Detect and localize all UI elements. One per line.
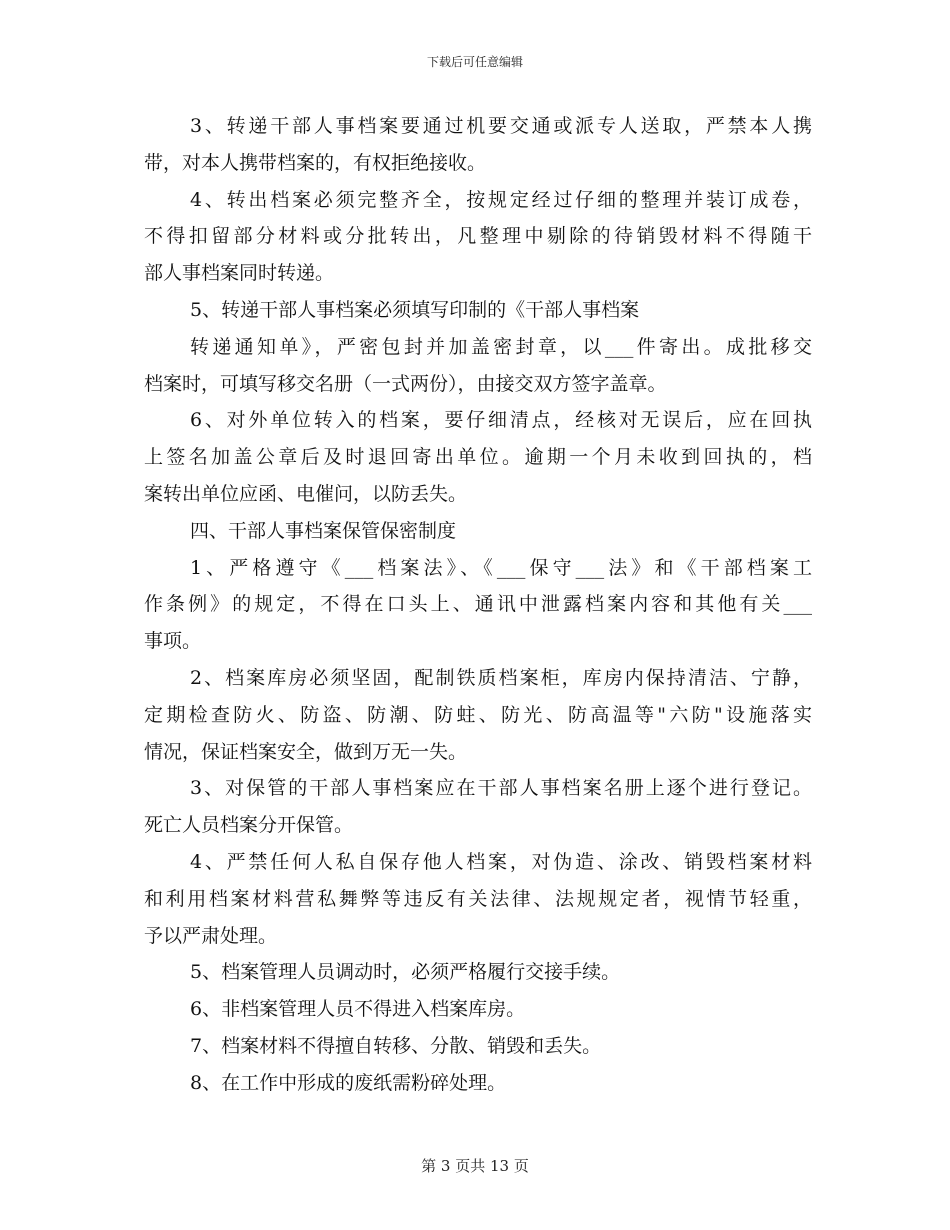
text-line: 4、严禁任何人私自保存他人档案，对伪造、涂改、销毁档案材料 — [190, 850, 812, 873]
text-line: 3、转递干部人事档案要通过机要交通或派专人送取，严禁本人携 — [190, 115, 812, 137]
text-line: 转递通知单》，严密包封并加盖密封章，以___件寄出。成批移交 — [190, 335, 812, 358]
text-line: 不得扣留部分材料或分批转出，凡整理中剔除的待销毁材料不得随干 — [144, 225, 812, 248]
text-line: 档案时，可填写移交名册（一式两份），由接交双方签字盖章。 — [144, 372, 667, 395]
text-line: 予以严肃处理。 — [144, 924, 278, 947]
text-line: 带，对本人携带档案的，有权拒绝接收。 — [144, 151, 487, 174]
text-line: 死亡人员档案分开保管。 — [144, 814, 354, 837]
text-line: 5、档案管理人员调动时，必须严格履行交接手续。 — [190, 961, 621, 984]
text-line: 6、非档案管理人员不得进入档案库房。 — [190, 998, 526, 1021]
text-line: 4、转出档案必须完整齐全，按规定经过仔细的整理并装订成卷， — [190, 188, 812, 211]
section-heading: 四、干部人事档案保管保密制度 — [190, 519, 457, 542]
text-line: 1、严格遵守《___档案法》、《___保守___法》和《干部档案工 — [190, 556, 812, 579]
text-line: 定期检查防火、防盗、防潮、防蛀、防光、防高温等"六防"设施落实 — [144, 703, 812, 726]
page-number: 第 3 页共 13 页 — [421, 1157, 529, 1175]
text-line: 案转出单位应函、电催问，以防丢失。 — [144, 482, 468, 505]
text-line: 2、档案库房必须坚固，配制铁质档案柜，库房内保持清洁、宁静， — [190, 666, 812, 689]
text-line: 3、对保管的干部人事档案应在干部人事档案名册上逐个进行登记。 — [190, 777, 812, 800]
text-line: 8、在工作中形成的废纸需粉碎处理。 — [190, 1071, 507, 1094]
text-line: 事项。 — [144, 630, 202, 653]
text-line: 情况，保证档案安全，做到万无一失。 — [144, 740, 468, 763]
text-line: 部人事档案同时转递。 — [144, 262, 335, 285]
text-line: 作条例》的规定，不得在口头上、通讯中泄露档案内容和其他有关___ — [144, 593, 812, 616]
page-header-note: 下载后可任意编辑 — [426, 55, 523, 69]
text-line: 5、转递干部人事档案必须填写印制的《干部人事档案 — [190, 298, 640, 321]
text-line: 6、对外单位转入的档案，要仔细清点，经核对无误后，应在回执 — [190, 409, 812, 432]
text-line: 和利用档案材料营私舞弊等违反有关法律、法规规定者，视情节轻重， — [144, 887, 812, 910]
text-line: 7、档案材料不得擅自转移、分散、销毁和丢失。 — [190, 1034, 602, 1057]
document-body — [144, 108, 812, 1102]
text-line: 上签名加盖公章后及时退回寄出单位。逾期一个月未收到回执的，档 — [144, 446, 812, 469]
